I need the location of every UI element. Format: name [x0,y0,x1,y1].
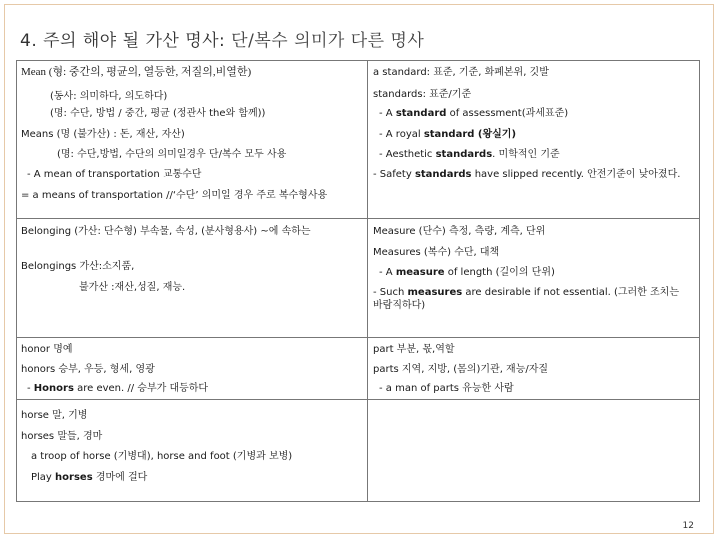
title-rest: 단/복수 의미가 다른 명사 [225,31,425,51]
measure-line-2: Measures (복수) 수단, 대책 [373,247,500,258]
belonging-line-3: 불가산 :재산,성질, 재능. [79,282,186,293]
mean-line-7: = a means of transportation //‘수단’ 의미일 경우 주로 복수형사용 [21,190,328,201]
horse-line-1: horse 말, 기병 [21,410,88,421]
row-divider [17,399,699,400]
standard-line-6: - Safety standards have slipped recently. 안전기준이 낮아졌다. [373,169,681,180]
honor-line-3: - Honors are even. // 승부가 대등하다 [27,383,209,394]
slide-title [20,26,424,51]
standard-line-3: - A standard of assessment(과세표준) [379,108,569,119]
mean-line-3: (명: 수단, 방법 / 중간, 평균 (정관사 the와 함께)) [50,108,266,119]
measure-line-1: Measure (단수) 측정, 측량, 계측, 단위 [373,226,546,237]
mean-line-4: Means (명 (불가산) : 돈, 재산, 자산) [21,129,185,140]
mean-line-5: (명: 수단,방법, 수단의 의미일경우 단/복수 모두 사용 [57,149,287,160]
horse-line-4: Play horses 경마에 걸다 [31,472,148,483]
mean-line-6: - A mean of transportation 교통수단 [27,169,202,180]
part-line-2: parts 지역, 지방, (몸의)기관, 재능/자질 [373,364,549,375]
mean-line-2: (동사: 의미하다, 의도하다) [50,91,168,102]
belonging-line-1: Belonging (가산: 단수형) 부속물, 속성, (분사형용사) ~에 속하는 [21,226,311,237]
honor-line-1: honor 명예 [21,344,73,355]
horse-line-2: horses 말들, 경마 [21,431,103,442]
measure-line-3: - A measure of length (길이의 단위) [379,267,555,278]
standard-line-5: - Aesthetic standards. 미학적인 기준 [379,149,560,160]
row-divider [17,337,699,338]
standard-line-4: - A royal standard (왕실기) [379,129,517,140]
part-line-3: - a man of parts 유능한 사람 [379,383,514,394]
title-prefix: 4. 주의 해야 될 가산 명사: [20,31,226,51]
standard-line-1: a standard: 표준, 기준, 화폐본위, 깃발 [373,67,549,78]
belonging-line-2: Belongings 가산:소지품, [21,261,135,272]
honor-line-2: honors 승부, 우등, 형세, 영광 [21,364,155,375]
column-divider [367,61,368,501]
mean-line-1: Mean (형: 중간의, 평균의, 열등한, 저질의,비열한) [21,66,252,78]
noun-table [16,60,700,502]
part-line-1: part 부분, 몫,역할 [373,344,455,355]
standard-line-2: standards: 표준/기준 [373,89,472,100]
row-divider [17,218,699,219]
measure-line-4: - Such measures are desirable if not essential. (그러한 조치는 바람직하다) [373,287,679,311]
page-number: 12 [682,521,694,531]
horse-line-3: a troop of horse (기병대), horse and foot (기병과 보병) [31,451,293,462]
